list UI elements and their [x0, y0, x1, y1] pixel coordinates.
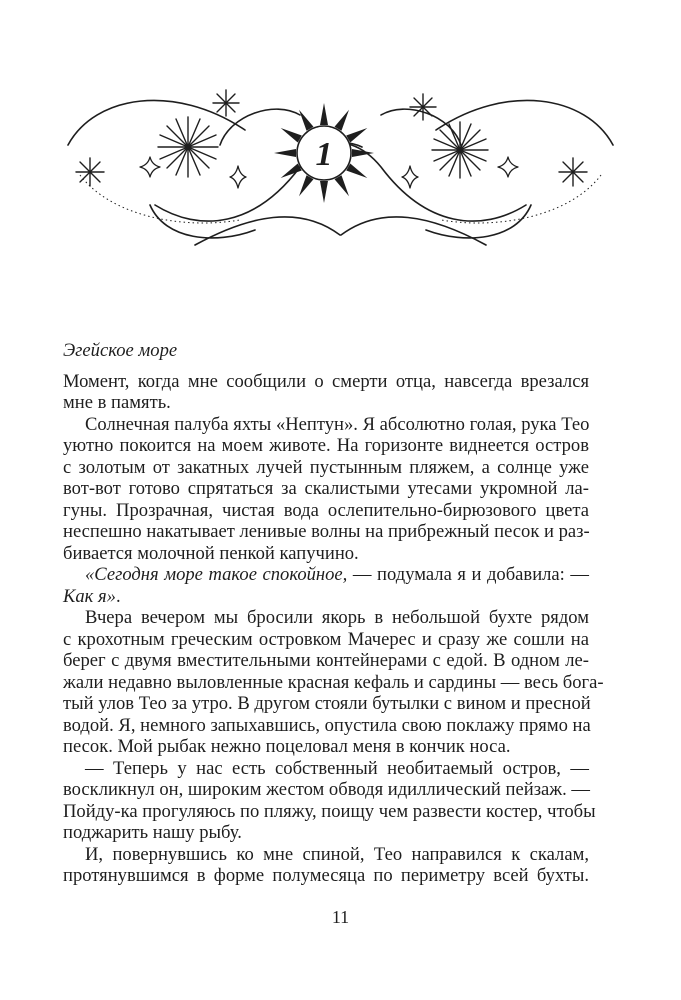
text-line: песок. Мой рыбак нежно поцеловал меня в кончик носа. [63, 736, 511, 757]
text-line: вот-вот готово спрятаться за скалистыми утесами укромной ла- [63, 478, 589, 499]
paragraph [63, 414, 589, 565]
text-line: И, повернувшись ко мне спиной, Тео направился к скалам, [85, 843, 589, 865]
text-line: Вчера вечером мы бросили якорь в небольшой бухте рядом [85, 607, 589, 628]
text-line: протянувшимся в форме полумесяца по периметру всей бухты. [63, 865, 589, 886]
chapter-ornament [0, 55, 681, 255]
text-line [63, 564, 589, 586]
italic-thought: Как я» [63, 585, 116, 607]
text-line: тый улов Тео за утро. В другом стояли бутылки с вином и пресной [63, 693, 591, 714]
text-line: воскликнул он, широким жестом обводя идиллический пейзаж. — [63, 779, 591, 800]
text-line: поджарить нашу рыбу. [63, 822, 242, 843]
paragraph [63, 371, 589, 414]
paragraph [63, 844, 589, 887]
text-fragment: . [115, 585, 121, 607]
text-line: неспешно накатывает ленивые волны на прибрежный песок и раз- [63, 521, 590, 542]
text-line: берег с двумя вместительными контейнерами с едой. В одном ле- [63, 650, 589, 671]
text-fragment: — подумала я и добавила: — [347, 564, 589, 585]
page-number: 11 [331, 907, 350, 927]
text-line: водой. Я, немного запыхавшись, опустила свою поклажу прямо на [63, 714, 591, 736]
text-line: — Теперь у нас есть собственный необитаемый остров, — [85, 757, 589, 779]
body-text [63, 340, 604, 887]
text-line: с золотым от закатных лучей пустынным пляжем, а солнце уже [63, 456, 589, 478]
chapter-number: 1 [315, 136, 333, 173]
text-line: мне в память. [63, 392, 171, 413]
text-line: бивается молочной пенкой капучино. [63, 542, 359, 564]
italic-thought: «Сегодня море такое спокойное, [85, 564, 348, 585]
paragraph [63, 757, 596, 844]
text-line: жали недавно выловленные красная кефаль и сардины — весь бога- [63, 671, 604, 693]
chapter-place: Эгейское море [63, 340, 178, 361]
text-line [63, 586, 589, 608]
paragraph [63, 607, 604, 758]
text-line: уютно покоится на моем животе. На горизонте виднеется остров [63, 435, 589, 456]
text-line: Пойду-ка прогуляюсь по пляжу, поищу чем развести костер, чтобы [63, 800, 596, 822]
text-line: Солнечная палуба яхты «Нептун». Я абсолютно голая, рука Тео [85, 413, 590, 435]
text-line: с крохотным греческим островком Мачерес и сразу же сошли на [63, 628, 589, 650]
text-line: Момент, когда мне сообщили о смерти отца, навсегда врезался [63, 370, 589, 392]
sun-icon [274, 103, 374, 203]
paragraph [63, 564, 589, 607]
text-line: гуны. Прозрачная, чистая вода ослепительно-бирюзового цвета [63, 499, 589, 521]
